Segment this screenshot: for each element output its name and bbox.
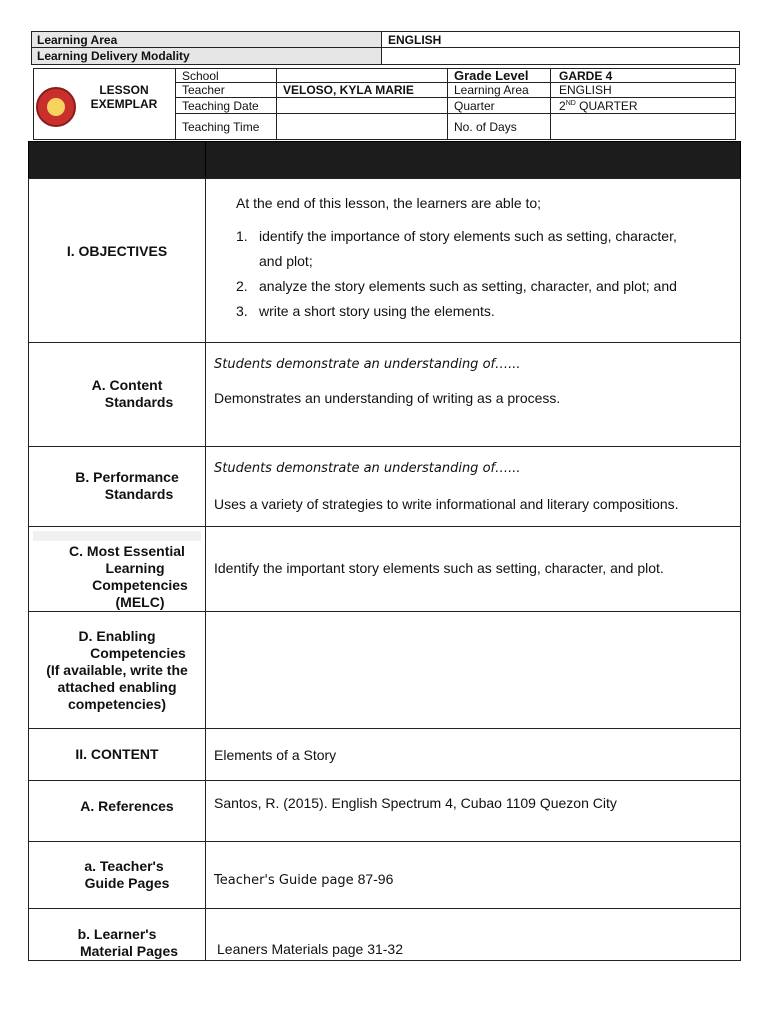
references-text: Santos, R. (2015). English Spectrum 4, Cubao 1109 Quezon City [214, 795, 617, 811]
grade-level-label: Grade Level [454, 68, 529, 83]
melc-label-c: Competencies [92, 577, 188, 593]
quarter-label-cell [447, 97, 551, 114]
content-label-cell [28, 728, 206, 781]
melc-label-a: C. Most Essential [69, 543, 185, 559]
quarter-value-cell [550, 97, 736, 114]
enabling-label-cell [28, 611, 206, 729]
school-seal-logo [36, 87, 76, 127]
melc-label-b: Learning [105, 560, 165, 576]
performance-standards-text: Uses a variety of strategies to write informational and literary compositions. [214, 496, 679, 512]
lesson-exemplar-box [33, 68, 176, 140]
learners-material-label-b: Material Pages [79, 943, 179, 959]
school-value-cell [276, 68, 448, 83]
performance-standards-label-cell [28, 446, 206, 527]
teachers-guide-text: Teacher's Guide page 87-96 [214, 871, 394, 888]
learning-area-label-cell [31, 31, 382, 48]
objectives-intro: At the end of this lesson, the learners are able to; [236, 195, 542, 211]
objective-item-3-num: 3. [236, 303, 248, 319]
teaching-date-label: Teaching Date [182, 99, 259, 113]
objective-item-3-line1: write a short story using the elements. [259, 303, 495, 319]
objective-item-1-num: 1. [236, 228, 248, 244]
references-content-cell [205, 780, 741, 842]
content-standards-label-cell [28, 342, 206, 447]
days-label-cell [447, 113, 551, 140]
references-label-cell [28, 780, 206, 842]
quarter-value: 2ND QUARTER [559, 99, 638, 113]
melc-text: Identify the important story elements such as setting, character, and plot. [214, 560, 664, 576]
teachers-guide-label-a: a. Teacher's [84, 858, 164, 874]
objective-item-1-line2: and plot; [259, 253, 313, 269]
days-label: No. of Days [454, 120, 517, 134]
quarter-label: Quarter [454, 99, 495, 113]
enabling-label-c: (If available, write the [46, 662, 188, 678]
school-label-cell [175, 68, 277, 83]
delivery-modality-label: Learning Delivery Modality [37, 49, 190, 63]
learning-area-label: Learning Area [37, 33, 118, 47]
enabling-label-b: Competencies [90, 645, 186, 661]
learners-material-content-cell [205, 908, 741, 961]
performance-standards-content-cell [205, 446, 741, 527]
enabling-label-d: attached enabling [57, 679, 177, 695]
learners-material-label-cell [28, 908, 206, 961]
grade-level-value-cell [550, 68, 736, 83]
teacher-label: Teacher [182, 83, 225, 97]
teaching-time-label-cell [175, 113, 277, 140]
teacher-label-cell [175, 82, 277, 98]
content-standards-label-a: A. Content [91, 377, 163, 393]
objective-item-1-line1: identify the importance of story elements such as setting, character, [259, 228, 677, 244]
performance-standards-label-a: B. Performance [75, 469, 179, 485]
teachers-guide-label-cell [28, 841, 206, 909]
learning-area-label-2: Learning Area [454, 83, 529, 97]
content-standards-content-cell [205, 342, 741, 447]
performance-standards-italic: Students demonstrate an understanding of…... [214, 461, 521, 476]
content-label: II. CONTENT [75, 746, 159, 762]
learning-area-value: ENGLISH [388, 33, 442, 47]
teaching-time-label: Teaching Time [182, 120, 260, 134]
teaching-time-value-cell [276, 113, 448, 140]
melc-label-d: (MELC) [115, 594, 165, 610]
content-standards-text: Demonstrates an understanding of writing as a process. [214, 390, 561, 406]
grade-level-label-cell [447, 68, 551, 83]
delivery-modality-value-cell [381, 47, 740, 65]
learning-area-value-cell [381, 31, 740, 48]
learning-area-label-cell-2 [447, 82, 551, 98]
melc-label-cell [28, 526, 206, 612]
content-content-cell [205, 728, 741, 781]
melc-content-cell [205, 526, 741, 612]
days-value-cell [550, 113, 736, 140]
teaching-date-value-cell [276, 97, 448, 114]
section-header-bar-left [28, 141, 206, 179]
teaching-date-label-cell [175, 97, 277, 114]
teachers-guide-content-cell [205, 841, 741, 909]
references-label: A. References [80, 798, 174, 814]
learners-material-text: Leaners Materials page 31-32 [217, 941, 404, 957]
teacher-value: VELOSO, KYLA MARIE [283, 83, 414, 97]
content-standards-italic: Students demonstrate an understanding of…... [214, 357, 521, 372]
objective-item-2-num: 2. [236, 278, 248, 294]
teacher-value-cell [276, 82, 448, 98]
objectives-label: I. OBJECTIVES [66, 243, 168, 259]
learning-area-value-cell-2 [550, 82, 736, 98]
section-header-bar-right [205, 141, 741, 179]
lesson-exemplar-title: LESSON EXEMPLAR [90, 83, 158, 111]
objectives-content-cell [205, 178, 741, 343]
melc-shade [33, 531, 201, 541]
objective-item-2-line1: analyze the story elements such as setting, character, and plot; and [259, 278, 677, 294]
enabling-content-cell [205, 611, 741, 729]
enabling-label-e: competencies) [67, 696, 167, 712]
content-text: Elements of a Story [214, 747, 337, 763]
grade-level-value: GARDE 4 [559, 69, 613, 83]
learners-material-label-a: b. Learner's [77, 926, 157, 942]
performance-standards-label-b: Standards [104, 486, 174, 502]
delivery-modality-label-cell [31, 47, 382, 65]
teachers-guide-label-b: Guide Pages [84, 875, 170, 891]
objectives-label-cell [28, 178, 206, 343]
content-standards-label-b: Standards [104, 394, 174, 410]
enabling-label-a: D. Enabling [78, 628, 156, 644]
learning-area-value-2: ENGLISH [559, 83, 612, 97]
school-label: School [182, 69, 219, 83]
